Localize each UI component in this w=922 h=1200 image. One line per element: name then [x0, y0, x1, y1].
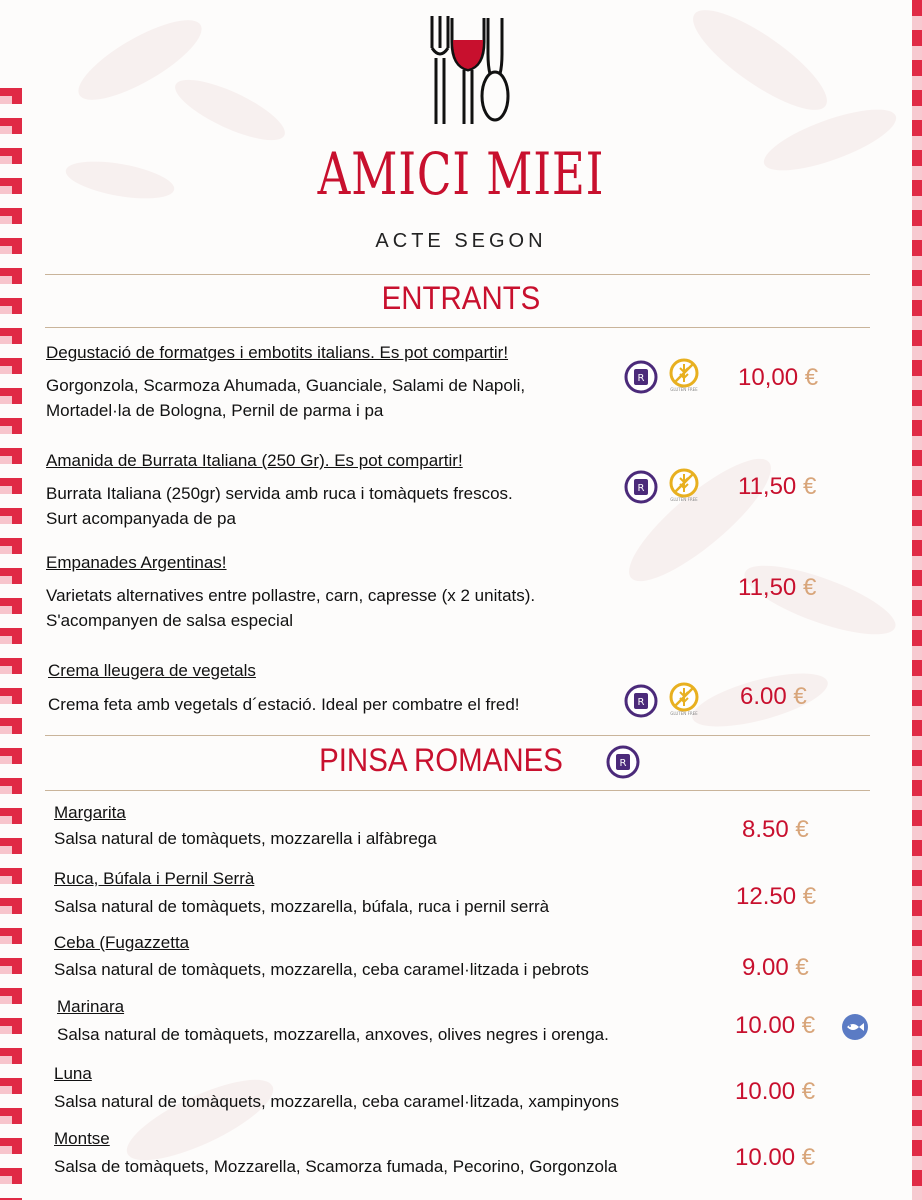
- menu-item-price: 8.50 €: [742, 816, 809, 843]
- wine-cutlery-logo: [418, 14, 518, 126]
- pinsa-romana-icon: [624, 684, 658, 718]
- gluten-free-icon: [667, 468, 701, 502]
- svg-text:GLUTEN FREE: GLUTEN FREE: [670, 497, 698, 502]
- menu-item-price: 10.00 €: [735, 1144, 816, 1171]
- left-checkered-border: [0, 88, 22, 1200]
- pinsa-romana-icon: [606, 745, 640, 779]
- pinsa-romana-icon: [624, 470, 658, 504]
- gluten-free-icon: [667, 682, 701, 716]
- menu-item-price: 10.00 €: [735, 1012, 816, 1039]
- fish-icon: [841, 1013, 869, 1041]
- menu-item-name: Luna: [54, 1064, 92, 1083]
- divider: [45, 327, 870, 328]
- menu-item-name: Marinara: [57, 997, 125, 1016]
- divider: [45, 274, 870, 275]
- section-title-pinsa: PINSA ROMANES: [319, 742, 563, 778]
- svg-text:GLUTEN FREE: GLUTEN FREE: [670, 387, 698, 392]
- pinsa-romana-icon: [624, 360, 658, 394]
- menu-item-price: 6.00 €: [740, 683, 807, 710]
- menu-item-name: Margarita: [54, 803, 126, 822]
- menu-item-description: Salsa de tomàquets, Mozzarella, Scamorza fumada, Pecorino, Gorgonzola: [54, 1157, 618, 1176]
- menu-item-description: Salsa natural de tomàquets, mozzarella, ceba caramel·litzada, xampinyons: [54, 1092, 620, 1111]
- menu-item-description: Salsa natural de tomàquets, mozzarella, anxoves, olives negres i orenga.: [57, 1025, 609, 1044]
- menu-item-name: Montse: [54, 1129, 110, 1148]
- menu-item-description: Varietats alternatives entre pollastre, carn, capresse (x 2 unitats). S'acompanyen de salsa especial: [46, 586, 536, 630]
- brand-subtitle: ACTE SEGON: [375, 230, 547, 252]
- svg-text:GLUTEN FREE: GLUTEN FREE: [670, 711, 698, 716]
- menu-item-description: Salsa natural de tomàquets, mozzarella, ceba caramel·litzada i pebrots: [54, 960, 589, 979]
- menu-item-name: Empanades Argentinas!: [46, 553, 227, 572]
- menu-item-price: 11,50 €: [738, 473, 817, 500]
- menu-item-price: 12.50 €: [736, 883, 817, 910]
- menu-item-description: Burrata Italiana (250gr) servida amb ruca i tomàquets frescos. Surt acompanyada de pa: [46, 484, 513, 528]
- menu-item-price: 9.00 €: [742, 954, 809, 981]
- menu-item-name: Amanida de Burrata Italiana (250 Gr). Es pot compartir!: [46, 451, 463, 470]
- svg-text:R: R: [637, 483, 645, 494]
- svg-text:R: R: [619, 758, 627, 769]
- menu-item-price: 11,50 €: [738, 574, 817, 601]
- menu-item-description: Salsa natural de tomàquets, mozzarella, búfala, ruca i pernil serrà: [54, 897, 550, 916]
- menu-item-name: Crema lleugera de vegetals: [48, 661, 256, 680]
- menu-item-description: Gorgonzola, Scarmoza Ahumada, Guanciale, Salami de Napoli, Mortadel·la de Bologna, Pernil de parma i pa: [46, 376, 526, 420]
- menu-item-description: Crema feta amb vegetals d´estació. Ideal per combatre el fred!: [48, 695, 520, 714]
- gluten-free-icon: [667, 358, 701, 392]
- menu-item-name: Degustació de formatges i embotits italians. Es pot compartir!: [46, 343, 509, 362]
- menu-item-description: Salsa natural de tomàquets, mozzarella i alfàbrega: [54, 829, 437, 848]
- menu-item-price: 10,00 €: [738, 364, 819, 391]
- svg-text:R: R: [637, 697, 645, 708]
- menu-item-price: 10.00 €: [735, 1078, 816, 1105]
- svg-text:R: R: [637, 373, 645, 384]
- menu-item-name: Ceba (Fugazzetta: [54, 933, 190, 952]
- divider: [45, 790, 870, 791]
- menu-item-name: Ruca, Búfala i Pernil Serrà: [54, 869, 255, 888]
- brand-name: AMICI MIEI: [317, 140, 605, 208]
- divider: [45, 735, 870, 736]
- section-title-entrants: ENTRANTS: [381, 280, 541, 316]
- right-checkered-border: [912, 0, 922, 1200]
